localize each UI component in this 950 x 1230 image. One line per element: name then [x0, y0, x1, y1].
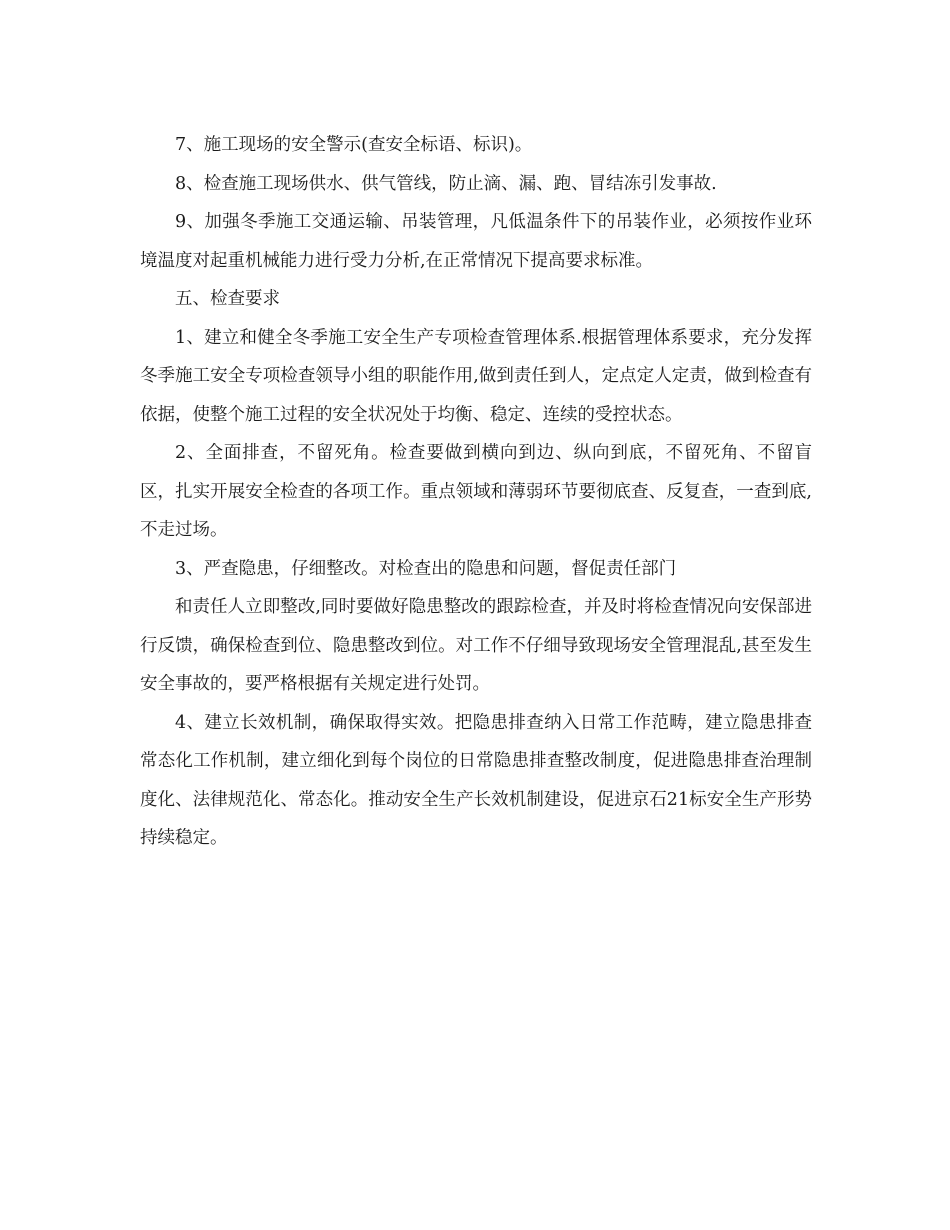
document-body [140, 126, 812, 858]
paragraph-item-9: 9、加强冬季施工交通运输、吊装管理，凡低温条件下的吊装作业，必须按作业环境温度对起重机械能力进行受力分析,在正常情况下提高要求标准。 [140, 212, 812, 271]
paragraph-item-7: 7、施工现场的安全警示(查安全标语、标识)。 [175, 135, 533, 155]
requirement-item-3-continued: 和责任人立即整改,同时要做好隐患整改的跟踪检查，并及时将检查情况向安保部进行反馈，确保检查到位、隐患整改到位。对工作不仔细导致现场安全管理混乱,甚至发生安全事故的，要严格根据有关规定进行处罚。 [140, 597, 812, 694]
requirement-item-1: 1、建立和健全冬季施工安全生产专项检查管理体系.根据管理体系要求，充分发挥冬季施工安全专项检查领导小组的职能作用,做到责任到人，定点定人定责，做到检查有依据，使整个施工过程的安全状况处于均衡、稳定、连续的受控状态。 [140, 327, 812, 425]
requirement-item-4: 4、建立长效机制，确保取得实效。把隐患排查纳入日常工作范畴，建立隐患排查常态化工作机制，建立细化到每个岗位的日常隐患排查整改制度，促进隐患排查治理制度化、法律规范化、常态化。推动安全生产长效机制建设，促进京石21标安全生产形势持续稳定。 [140, 712, 812, 848]
requirement-item-2: 2、全面排查，不留死角。检查要做到横向到边、纵向到底，不留死角、不留盲区，扎实开展安全检查的各项工作。重点领域和薄弱环节要彻底查、反复查，一查到底,不走过场。 [140, 443, 812, 540]
requirement-item-3: 3、严查隐患，仔细整改。对检查出的隐患和问题，督促责任部门 [175, 558, 677, 579]
section-heading: 五、检查要求 [175, 289, 280, 309]
paragraph-item-8: 8、检查施工现场供水、供气管线，防止滴、漏、跑、冒结冻引发事故. [175, 173, 717, 194]
